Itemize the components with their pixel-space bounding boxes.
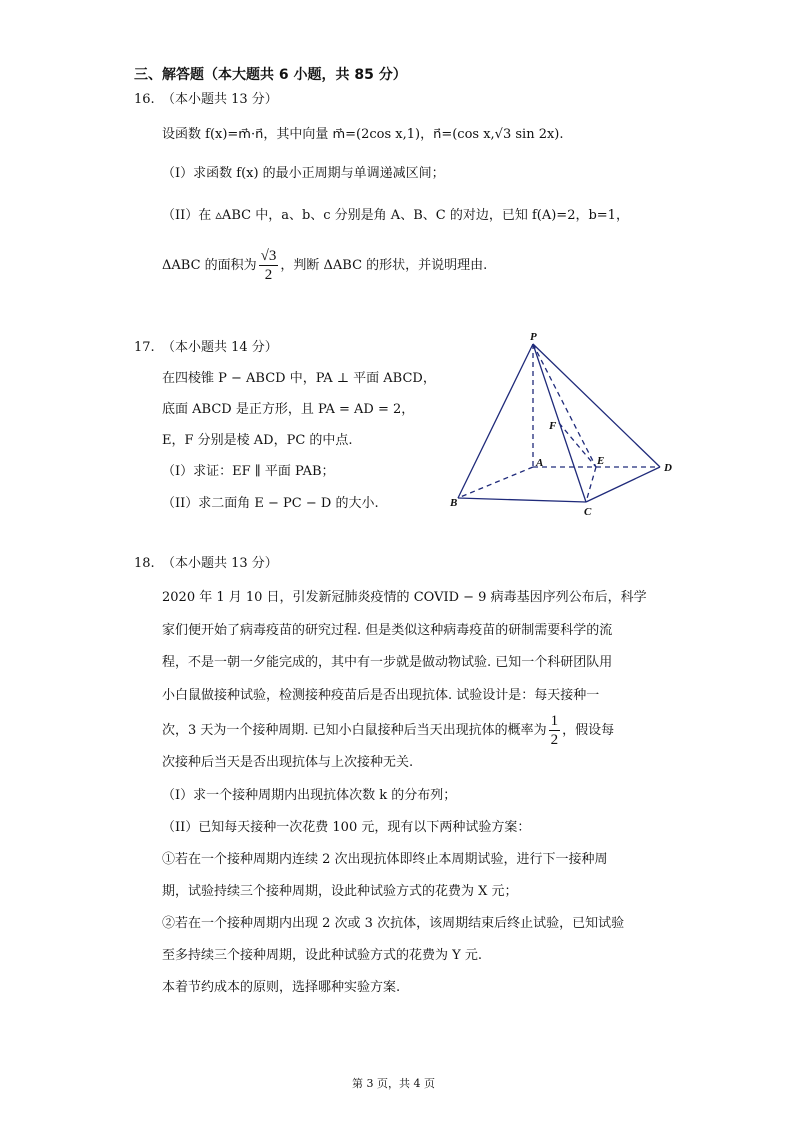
edge-BC [458, 498, 586, 502]
q17-part2: （II）求二面角 E − PC − D 的大小. [162, 496, 379, 511]
segment-FE [559, 423, 596, 467]
q18-line4: 小白鼠做接种试验，检测接种疫苗后是否出现抗体. 试验设计是：每天接种一 [162, 688, 600, 703]
segment-EC [586, 467, 596, 502]
q16-statement: 设函数 f(x)=m⃗·n⃗，其中向量 m⃗=(2cos x,1)，n⃗=(cos x,√3 sin 2x). [162, 127, 564, 142]
q18-option2-line2: 至多持续三个接种周期，设此种试验方式的花费为 Y 元. [162, 948, 482, 963]
q16-area-fraction [259, 247, 279, 284]
q18-conclusion: 本着节约成本的原则，选择哪种实验方案. [162, 980, 401, 995]
q18-option1-line2: 期，试验持续三个接种周期，设此种试验方式的花费为 X 元； [162, 884, 518, 899]
q17-part1: （I）求证：EF ∥ 平面 PAB； [162, 464, 335, 479]
q18-line5-prefix: 次，3 天为一个接种周期. 已知小白鼠接种后当天出现抗体的概率为 [162, 723, 547, 738]
q18-points: （本小题共 13 分） [162, 556, 278, 571]
q17-points: （本小题共 14 分） [162, 340, 278, 355]
q18-fraction-denominator: 2 [550, 732, 559, 748]
label-E: E [597, 455, 605, 467]
q16-area-line [162, 247, 487, 284]
section-heading: 三、解答题（本大题共 6 小题，共 85 分） [134, 67, 407, 83]
q18-line2: 家们便开始了病毒疫苗的研究过程. 但是类似这种病毒疫苗的研制需要科学的流 [162, 623, 613, 638]
page-footer: 第 3 页，共 4 页 [352, 1077, 435, 1090]
q18-line1: 2020 年 1 月 10 日，引发新冠肺炎疫情的 COVID − 9 病毒基因序列公布后，科学 [162, 590, 647, 605]
q17-number: 17. [134, 340, 155, 355]
q17-line3: E，F 分别是棱 AD，PC 的中点. [162, 433, 353, 448]
q18-probability-line [162, 712, 614, 749]
label-F: F [549, 420, 557, 432]
q17-line1: 在四棱锥 P − ABCD 中，PA ⊥ 平面 ABCD， [162, 371, 436, 386]
q17-line2: 底面 ABCD 是正方形，且 PA = AD = 2， [162, 402, 415, 417]
q16-fraction-denominator: 2 [264, 267, 273, 283]
q18-number: 18. [134, 556, 155, 571]
q16-points: （本小题共 13 分） [162, 92, 278, 107]
edge-CD [586, 467, 660, 502]
q18-line5-suffix: ，假设每 [562, 723, 615, 738]
q18-line6: 次接种后当天是否出现抗体与上次接种无关. [162, 755, 414, 770]
label-B: B [450, 497, 458, 509]
label-P: P [530, 331, 537, 343]
label-C: C [584, 506, 592, 518]
edge-AB [458, 467, 533, 498]
q18-line3: 程，不是一朝一夕能完成的，其中有一步就是做动物试验. 已知一个科研团队用 [162, 655, 613, 670]
q16-number: 16. [134, 92, 155, 107]
edge-PB [458, 344, 533, 498]
q16-area-suffix: ，判断 ΔABC 的形状，并说明理由. [280, 258, 488, 273]
pyramid-figure [440, 330, 680, 520]
q16-part1: （I）求函数 f(x) 的最小正周期与单调递减区间； [162, 166, 445, 181]
q16-area-prefix: ΔABC 的面积为 [162, 258, 257, 273]
segment-PE [533, 344, 596, 467]
label-A: A [536, 457, 544, 469]
label-D: D [664, 462, 672, 474]
q18-probability-fraction [549, 712, 561, 749]
q18-option2-line1: ②若在一个接种周期内出现 2 次或 3 次抗体，该周期结束后终止试验，已知试验 [162, 916, 625, 931]
q18-part1: （I）求一个接种周期内出现抗体次数 k 的分布列； [162, 788, 457, 803]
q16-fraction-numerator: √3 [260, 248, 277, 264]
edge-PD [533, 344, 660, 467]
q18-option1-line1: ①若在一个接种周期内连续 2 次出现抗体即终止本周期试验，进行下一接种周 [162, 852, 608, 867]
q16-part2: （II）在 ▵ABC 中，a、b、c 分别是角 A、B、C 的对边，已知 f(A)=2，b=1， [162, 208, 629, 223]
q18-part2: （II）已知每天接种一次花费 100 元，现有以下两种试验方案： [162, 820, 531, 835]
q18-fraction-numerator: 1 [550, 713, 559, 729]
